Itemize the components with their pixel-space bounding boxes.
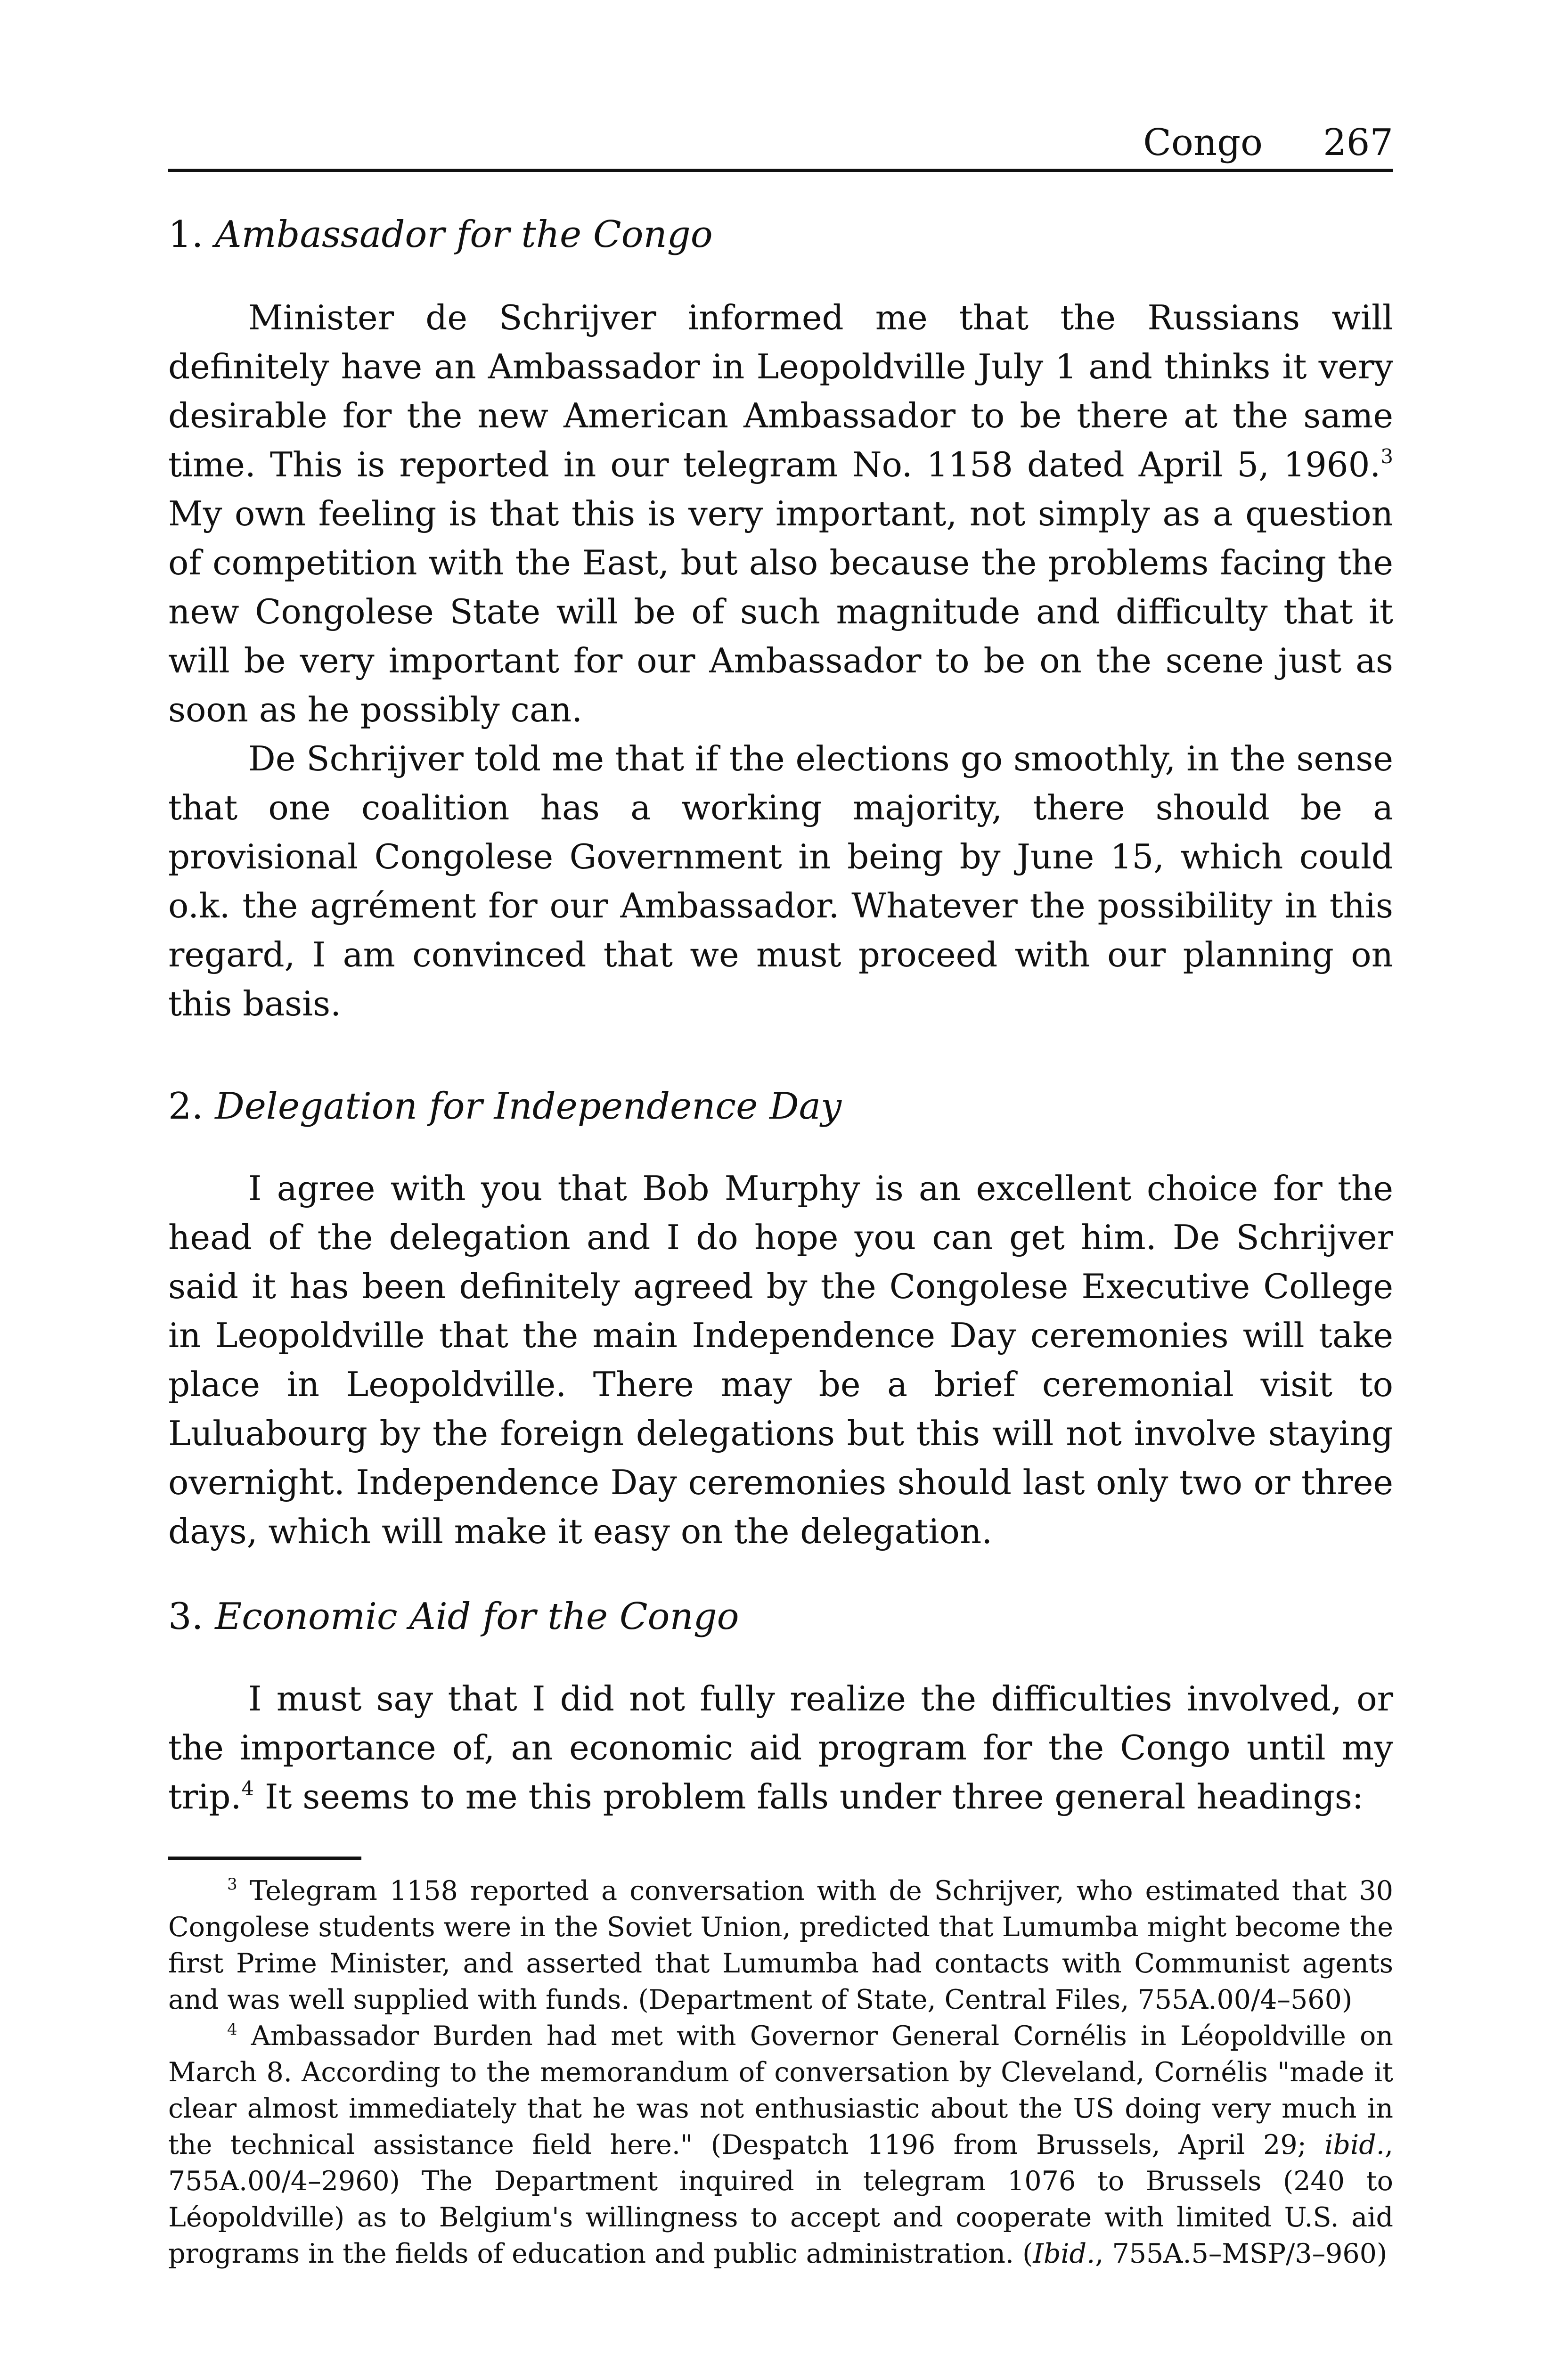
- section-title: Ambassador for the Congo: [215, 213, 713, 256]
- section-heading-3: [168, 1594, 739, 1639]
- paragraph-text: It seems to me this problem falls under three general headings:: [254, 1777, 1364, 1816]
- paragraph: De Schrijver told me that if the elections go smoothly, in the sense that one coalition has a working majority, there should be a provisional Congolese Government in being by June 15, which could o.k. the agrément for our Ambassador. Whatever the possibility in this regard, I am convinced that we must proceed with our planning on this basis.: [168, 739, 1393, 1023]
- section-body-3: [168, 1674, 1393, 1821]
- footnote-marker: 4: [227, 2020, 237, 2039]
- section-title: Delegation for Independence Day: [215, 1085, 842, 1128]
- section-body-2: [168, 1164, 1393, 1556]
- footnote-divider: [168, 1857, 361, 1860]
- section-title: Economic Aid for the Congo: [215, 1595, 739, 1638]
- footnote-marker: 3: [227, 1875, 237, 1894]
- running-header: [168, 117, 1393, 172]
- page-number: 267: [1323, 122, 1393, 164]
- paragraph: [168, 1674, 1393, 1821]
- running-header-title: Congo: [1143, 122, 1263, 164]
- paragraph: [168, 293, 1393, 734]
- footnote-reference: 4: [241, 1777, 254, 1800]
- footnote-text: Telegram 1158 reported a conversation with de Schrijver, who estimated that 30 Congolese students were in the Soviet Union, predicted that Lumumba might become the first Prime Minister, and asserted that Lumumba had contacts with Communist agents and was well supplied with funds. (Department of State, Central Files, 755A.00/4–560): [168, 1875, 1393, 2015]
- paragraph-text: Minister de Schrijver informed me that the Russians will definitely have an Ambassador in Leopoldville July 1 and thinks it very desirable for the new American Ambassador to be there at the same time. This is reported in our telegram No. 1158 dated April 5, 1960.: [168, 298, 1393, 484]
- paragraph-text: I must say that I did not fully realize the difficulties involved, or the importance of, an economic aid program for the Congo until my trip.: [168, 1679, 1393, 1816]
- footnote-text: , 755A.5–MSP/3–960): [1095, 2238, 1388, 2269]
- footnote-text: , 755A.00/4–2960) The Department inquired in telegram 1076 to Brussels (240 to Léopoldville) as to Belgium's willingness to accept and cooperate with limited U.S. aid programs in the fields of education and public administration. (: [168, 2129, 1393, 2269]
- section-body-1: [168, 293, 1393, 1028]
- section-number: 2.: [168, 1085, 204, 1128]
- section-number: 3.: [168, 1595, 204, 1638]
- footnote-4: [168, 2018, 1393, 2272]
- footnote-text: Ambassador Burden had met with Governor General Cornélis in Léopoldville on March 8. According to the memorandum of conversation by Cleveland, Cornélis "made it clear almost immediately that he was not enthusiastic about the US doing very much in the technical assistance field here." (Despatch 1196 from Brussels, April 29;: [168, 2021, 1393, 2160]
- paragraph: I agree with you that Bob Murphy is an excellent choice for the head of the delegation and I do hope you can get him. De Schrijver said it has been definitely agreed by the Congolese Executive College in Leopoldville that the main Independence Day ceremonies will take place in Leopoldville. There may be a brief ceremonial visit to Luluabourg by the foreign delegations but this will not involve staying overnight. Independence Day ceremonies should last only two or three days, which will make it easy on the delegation.: [168, 1169, 1393, 1551]
- footnote-citation: Ibid.: [1033, 2238, 1095, 2269]
- section-heading-2: [168, 1084, 841, 1129]
- footnotes: [168, 1873, 1393, 2272]
- section-heading-1: [168, 212, 713, 257]
- section-number: 1.: [168, 213, 204, 256]
- footnote-reference: 3: [1380, 445, 1393, 468]
- footnote-3: [168, 1873, 1393, 2018]
- paragraph-text: My own feeling is that this is very important, not simply as a question of competition with the East, but also because the problems facing the new Congolese State will be of such magnitude and difficulty that it will be very important for our Ambassador to be on the scene just as soon as he possibly can.: [168, 494, 1393, 729]
- footnote-citation: ibid.: [1324, 2129, 1385, 2160]
